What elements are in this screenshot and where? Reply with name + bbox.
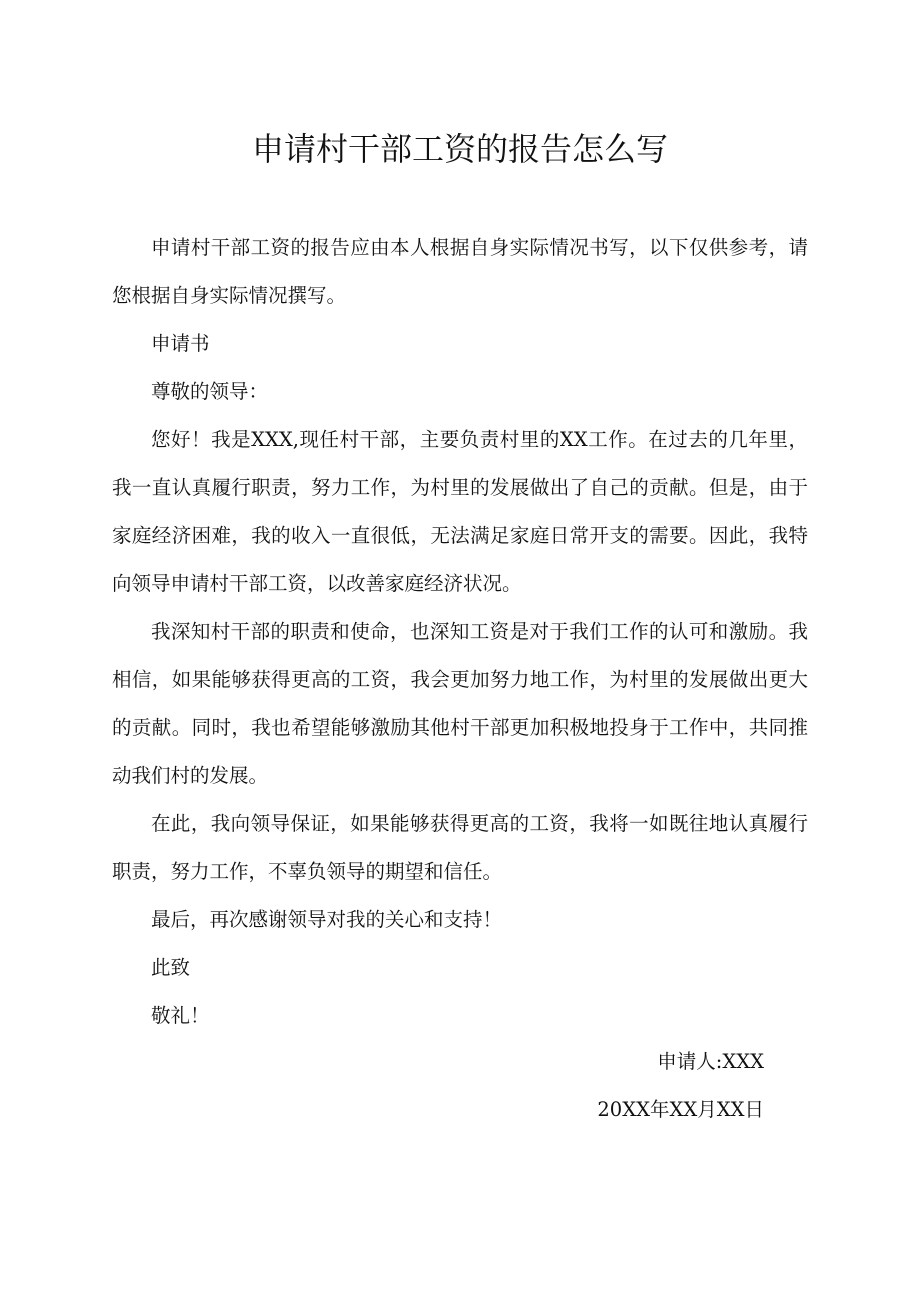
salutation: 尊敬的领导： [151,380,269,403]
document-title: 申请村干部工资的报告怎么写 [251,130,668,168]
intro-paragraph: 申请村干部工资的报告应由本人根据自身实际情况书写，以下仅供参考，请您根据自身实际情况撰写。 [112,236,808,307]
applicant-name: 申请人:XXX [657,1050,764,1073]
closing-cizhi: 此致 [151,956,191,979]
body-paragraph: 您好！我是XXX,现任村干部，主要负责村里的XX工作。在过去的几年里，我一直认真履行职责，努力工作，为村里的发展做出了自己的贡献。但是，由于家庭经济困难，我的收入一直很低，无法满足家庭日常开支的需要。因此，我特向领导申请村干部工资，以改善家庭经济状况。 [112,428,808,595]
signature-date: 20XX年XX月XX日 [597,1098,764,1121]
body-paragraph: 我深知村干部的职责和使命，也深知工资是对于我们工作的认可和激励。我相信，如果能够获得更高的工资，我会更加努力地工作，为村里的发展做出更大的贡献。同时，我也希望能够激励其他村干部更加积极地投身于工作中，共同推动我们村的发展。 [112,620,808,787]
document-body [112,224,808,1040]
closing-jingli: 敬礼！ [151,1004,210,1027]
letter-heading: 申请书 [151,332,210,355]
body-paragraph: 在此，我向领导保证，如果能够获得更高的工资，我将一如既往地认真履行职责，努力工作，不辜负领导的期望和信任。 [112,812,808,883]
signature-block [597,1038,764,1134]
closing-thanks: 最后，再次感谢领导对我的关心和支持！ [151,908,503,931]
